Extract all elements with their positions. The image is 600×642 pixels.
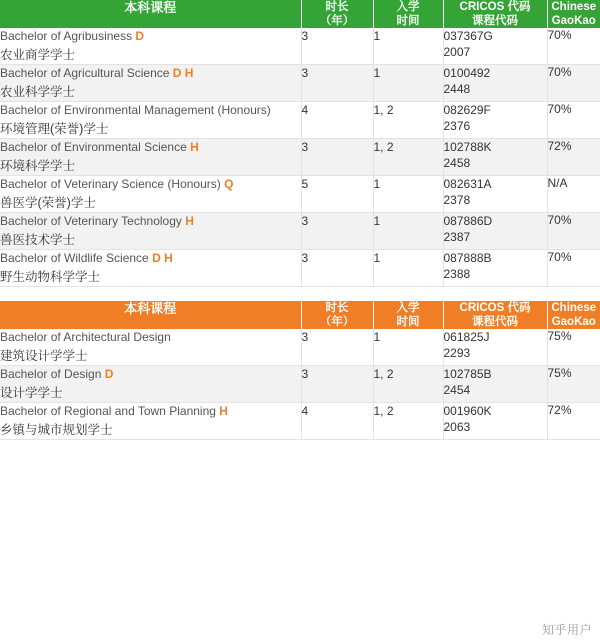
course-name-cell <box>0 176 301 213</box>
course-name-cn: 建筑设计学学士 <box>0 349 88 363</box>
course-name-cell <box>0 139 301 176</box>
course-flag: D H <box>172 66 194 80</box>
duration-cell: 3 <box>301 366 373 403</box>
course-name-cn: 野生动物科学学士 <box>0 270 101 284</box>
table-row <box>0 403 600 440</box>
course-flag: Q <box>224 177 234 191</box>
cricos-cell <box>443 329 547 366</box>
column-header-course-name: 本科课程 <box>0 0 301 28</box>
intake-cell: 1, 2 <box>373 139 443 176</box>
column-header-intake <box>373 301 443 329</box>
course-code: 2387 <box>443 230 471 244</box>
column-header-gaokao-line2: GaoKao <box>551 15 596 27</box>
cricos-code: 102788K <box>443 140 492 154</box>
course-name-cell <box>0 403 301 440</box>
table-row <box>0 213 600 250</box>
cricos-cell <box>443 176 547 213</box>
gaokao-cell: 70% <box>547 65 600 102</box>
duration-cell: 3 <box>301 28 373 65</box>
column-header-gaokao-line1: Chinese <box>551 302 597 314</box>
gaokao-cell: 70% <box>547 28 600 65</box>
column-header-duration-line1: 时长 <box>325 1 349 13</box>
column-header-gaokao-line2: GaoKao <box>551 316 596 328</box>
cricos-code: 082631A <box>443 177 492 191</box>
watermark: 知乎用户 <box>541 623 592 637</box>
intake-cell: 1, 2 <box>373 403 443 440</box>
intake-cell: 1 <box>373 176 443 213</box>
course-name-en: Bachelor of Environmental Management (Honours) <box>0 103 271 117</box>
course-name-en: Bachelor of Veterinary Science (Honours) <box>0 177 221 191</box>
cricos-cell <box>443 403 547 440</box>
course-code: 2378 <box>443 193 471 207</box>
column-header-duration-line2: （年） <box>319 316 355 328</box>
cricos-code: 001960K <box>443 404 492 418</box>
intake-cell: 1 <box>373 213 443 250</box>
cricos-code: 061825J <box>443 330 490 344</box>
duration-cell: 3 <box>301 65 373 102</box>
column-header-intake-line1: 入学 <box>396 1 420 13</box>
course-name-en: Bachelor of Environmental Science <box>0 140 187 154</box>
course-flag: D H <box>152 251 173 265</box>
course-code: 2458 <box>443 156 471 170</box>
table-row <box>0 139 600 176</box>
table-row <box>0 329 600 366</box>
course-code: 2007 <box>443 45 471 59</box>
gaokao-cell: 72% <box>547 139 600 176</box>
course-name-cell <box>0 366 301 403</box>
course-name-cn: 环境科学学士 <box>0 159 76 173</box>
table-row <box>0 176 600 213</box>
course-name-cn: 设计学学士 <box>0 386 63 400</box>
course-name-cell <box>0 102 301 139</box>
course-name-cn: 环境管理(荣誉)学士 <box>0 122 109 136</box>
course-table-architecture <box>0 301 600 440</box>
gaokao-cell: 70% <box>547 250 600 287</box>
course-flag: D <box>135 29 145 43</box>
course-code: 2454 <box>443 383 471 397</box>
duration-cell: 3 <box>301 139 373 176</box>
gaokao-cell: 70% <box>547 213 600 250</box>
intake-cell: 1, 2 <box>373 102 443 139</box>
column-header-duration <box>301 301 373 329</box>
table-row <box>0 28 600 65</box>
table-row <box>0 65 600 102</box>
course-name-en: Bachelor of Design <box>0 367 102 381</box>
cricos-cell <box>443 250 547 287</box>
column-header-duration <box>301 0 373 28</box>
course-name-en: Bachelor of Agricultural Science <box>0 66 170 80</box>
course-name-cell <box>0 213 301 250</box>
duration-cell: 3 <box>301 250 373 287</box>
intake-cell: 1 <box>373 250 443 287</box>
course-name-cn: 兽医技术学士 <box>0 233 76 247</box>
course-name-en: Bachelor of Agribusiness <box>0 29 133 43</box>
course-name-en: Bachelor of Wildlife Science <box>0 251 149 265</box>
gaokao-cell: 72% <box>547 403 600 440</box>
course-code: 2293 <box>443 346 471 360</box>
duration-cell: 4 <box>301 403 373 440</box>
column-header-intake <box>373 0 443 28</box>
gaokao-cell: N/A <box>547 176 600 213</box>
course-name-cell <box>0 65 301 102</box>
course-name-cn: 农业科学学士 <box>0 85 76 99</box>
intake-cell: 1 <box>373 28 443 65</box>
course-table-agriculture <box>0 0 600 287</box>
table-row <box>0 102 600 139</box>
intake-cell: 1 <box>373 65 443 102</box>
table-header-row <box>0 0 600 28</box>
cricos-code: 087886D <box>443 214 493 228</box>
column-header-intake-line2: 时间 <box>396 316 420 328</box>
column-header-cricos-line2: 课程代码 <box>472 316 518 328</box>
cricos-cell <box>443 366 547 403</box>
column-header-gaokao-line1: Chinese <box>551 1 597 13</box>
cricos-cell <box>443 139 547 176</box>
course-code: 2448 <box>443 82 471 96</box>
column-header-cricos <box>443 301 547 329</box>
cricos-code: 087888B <box>443 251 492 265</box>
column-header-cricos-line1: CRICOS 代码 <box>459 302 531 314</box>
column-header-gaokao <box>547 0 600 28</box>
column-header-cricos <box>443 0 547 28</box>
course-name-en: Bachelor of Regional and Town Planning <box>0 404 216 418</box>
course-name-en: Bachelor of Architectural Design <box>0 330 171 344</box>
course-name-en: Bachelor of Veterinary Technology <box>0 214 182 228</box>
duration-cell: 5 <box>301 176 373 213</box>
cricos-cell <box>443 102 547 139</box>
cricos-cell <box>443 65 547 102</box>
gaokao-cell: 75% <box>547 329 600 366</box>
column-header-intake-line1: 入学 <box>396 302 420 314</box>
cricos-code: 0100492 <box>443 66 491 80</box>
column-header-cricos-line2: 课程代码 <box>472 15 518 27</box>
column-header-duration-line1: 时长 <box>325 302 349 314</box>
table-row <box>0 250 600 287</box>
course-code: 2376 <box>443 119 471 133</box>
duration-cell: 4 <box>301 102 373 139</box>
column-header-intake-line2: 时间 <box>396 15 420 27</box>
course-flag: H <box>219 404 228 418</box>
gaokao-cell: 70% <box>547 102 600 139</box>
course-flag: D <box>104 367 114 381</box>
cricos-code: 037367G <box>443 29 493 43</box>
course-name-cell <box>0 28 301 65</box>
course-flag: H <box>185 214 194 228</box>
cricos-code: 082629F <box>443 103 491 117</box>
course-name-cell <box>0 250 301 287</box>
intake-cell: 1 <box>373 329 443 366</box>
course-flag: H <box>190 140 199 154</box>
course-name-cn: 兽医学(荣誉)学士 <box>0 196 96 210</box>
cricos-code: 102785B <box>443 367 492 381</box>
course-name-cn: 乡镇与城市规划学士 <box>0 423 113 437</box>
column-header-duration-line2: （年） <box>319 15 355 27</box>
column-header-cricos-line1: CRICOS 代码 <box>459 1 531 13</box>
duration-cell: 3 <box>301 329 373 366</box>
duration-cell: 3 <box>301 213 373 250</box>
table-separator <box>0 287 600 301</box>
gaokao-cell: 75% <box>547 366 600 403</box>
column-header-gaokao <box>547 301 600 329</box>
course-code: 2063 <box>443 420 471 434</box>
intake-cell: 1, 2 <box>373 366 443 403</box>
cricos-cell <box>443 213 547 250</box>
table-row <box>0 366 600 403</box>
cricos-cell <box>443 28 547 65</box>
column-header-course-name: 本科课程 <box>0 301 301 329</box>
table-header-row <box>0 301 600 329</box>
course-code: 2388 <box>443 267 471 281</box>
course-name-cell <box>0 329 301 366</box>
course-name-cn: 农业商学学士 <box>0 48 76 62</box>
